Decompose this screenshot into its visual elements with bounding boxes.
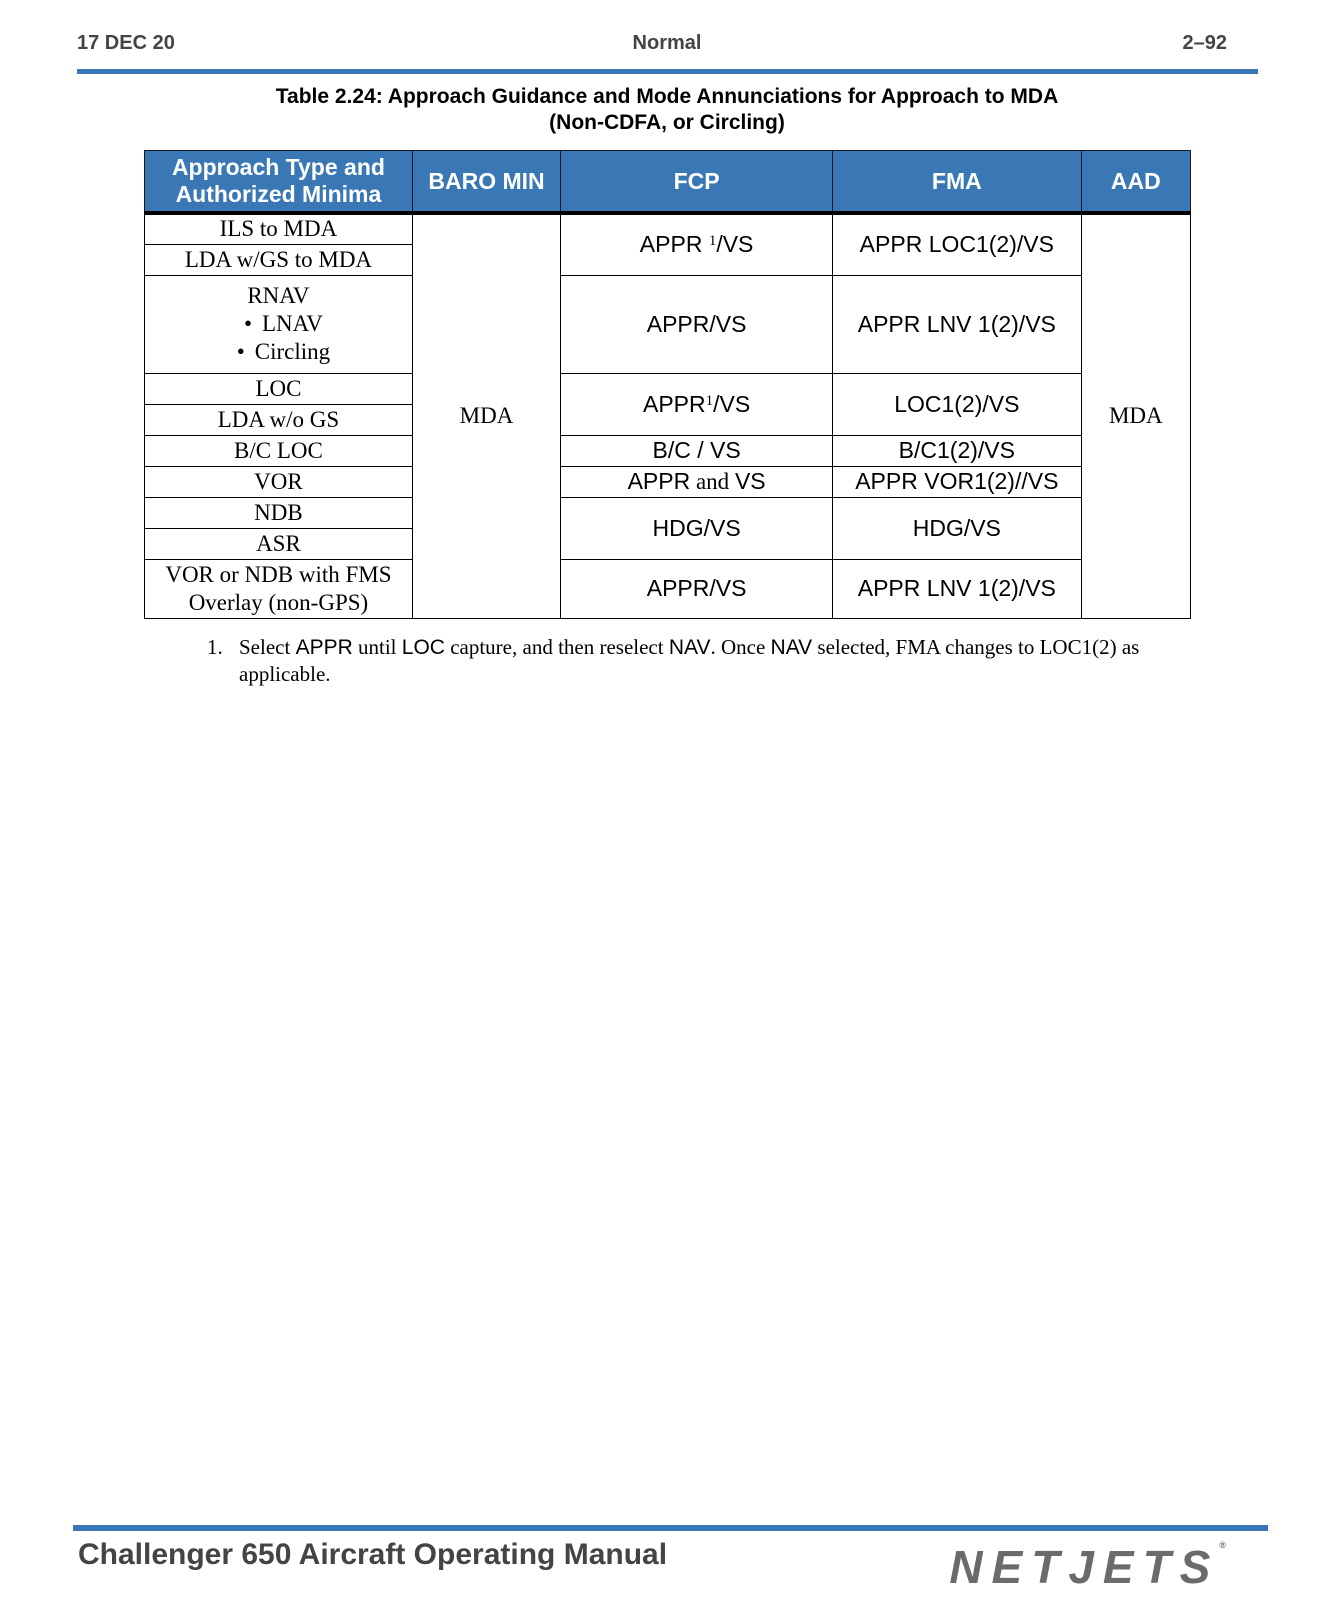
footnote-part: capture, and then reselect bbox=[444, 635, 669, 659]
column-header-aad: AAD bbox=[1081, 151, 1190, 214]
netjets-logo bbox=[949, 1540, 1226, 1594]
table-row bbox=[145, 466, 1191, 497]
fcp-text: /VS bbox=[716, 231, 754, 258]
table-footnote bbox=[207, 634, 1193, 688]
fcp-text: APPR bbox=[643, 390, 706, 417]
footnote-part: until bbox=[352, 635, 402, 659]
fma-cell: LOC1(2)/VS bbox=[833, 373, 1081, 435]
table-header-row bbox=[145, 151, 1191, 214]
column-header-fma: FMA bbox=[833, 151, 1081, 214]
fma-cell: APPR LOC1(2)/VS bbox=[833, 213, 1081, 275]
approach-type-cell: VOR or NDB with FMS Overlay (non-GPS) bbox=[145, 559, 413, 618]
footnote-part: LOC bbox=[401, 636, 445, 659]
fma-cell: APPR VOR1(2)//VS bbox=[833, 466, 1081, 497]
approach-type-cell: ASR bbox=[145, 528, 413, 559]
fcp-cell: APPR/VS bbox=[561, 559, 833, 618]
registered-mark: ® bbox=[1219, 1540, 1226, 1550]
approach-type-cell: LOC bbox=[145, 373, 413, 404]
approach-type-cell: LDA w/GS to MDA bbox=[145, 244, 413, 275]
footnote-part: NAV bbox=[770, 636, 813, 659]
fma-cell: APPR LNV 1(2)/VS bbox=[833, 559, 1081, 618]
fcp-cell bbox=[561, 213, 833, 275]
footnote-part: APPR bbox=[295, 636, 353, 659]
fcp-text: APPR bbox=[627, 468, 691, 494]
fcp-cell: HDG/VS bbox=[561, 497, 833, 559]
footnote-part: Select bbox=[239, 635, 296, 659]
fma-cell: B/C1(2)/VS bbox=[833, 435, 1081, 466]
column-header-baro-min: BARO MIN bbox=[412, 151, 560, 214]
footnote-part: NAV bbox=[668, 636, 711, 659]
fcp-text: /VS bbox=[713, 390, 751, 417]
aad-cell: MDA bbox=[1081, 213, 1190, 618]
table-row bbox=[145, 275, 1191, 373]
bullet-item: • Circling bbox=[236, 339, 331, 364]
header-rule bbox=[77, 69, 1258, 74]
approach-type-cell: ILS to MDA bbox=[145, 213, 413, 244]
caption-line-1: Table 2.24: Approach Guidance and Mode Annunciations for Approach to MDA bbox=[275, 85, 1059, 108]
table-row bbox=[145, 435, 1191, 466]
caption-line-2: (Non-CDFA, or Circling) bbox=[549, 111, 785, 134]
footnote-ref: 1 bbox=[705, 392, 714, 409]
footer-manual-title: Challenger 650 Aircraft Operating Manual bbox=[78, 1538, 668, 1571]
approach-type-cell: LDA w/o GS bbox=[145, 404, 413, 435]
header-page-number: 2–92 bbox=[1182, 32, 1227, 54]
header-date: 17 DEC 20 bbox=[77, 32, 175, 54]
bullet-text: Circling bbox=[254, 339, 331, 364]
fcp-text: and bbox=[690, 469, 735, 494]
baro-min-cell: MDA bbox=[412, 213, 560, 618]
approach-type-cell: VOR bbox=[145, 466, 413, 497]
table-row bbox=[145, 373, 1191, 404]
column-header-approach-type: Approach Type and Authorized Minima bbox=[145, 151, 413, 214]
bullet-item: • LNAV bbox=[243, 311, 323, 336]
approach-type-cell: B/C LOC bbox=[145, 435, 413, 466]
fcp-text: APPR bbox=[639, 231, 709, 258]
fcp-cell bbox=[561, 466, 833, 497]
header-section: Normal bbox=[632, 32, 702, 54]
fcp-cell: APPR/VS bbox=[561, 275, 833, 373]
fcp-cell: B/C / VS bbox=[561, 435, 833, 466]
fma-cell: HDG/VS bbox=[833, 497, 1081, 559]
footnote-part: . Once bbox=[710, 635, 771, 659]
rnav-title: RNAV bbox=[247, 283, 310, 308]
table-row bbox=[145, 213, 1191, 244]
table-caption bbox=[0, 84, 1334, 136]
approach-type-cell: NDB bbox=[145, 497, 413, 528]
fcp-text: VS bbox=[734, 468, 766, 494]
approach-type-cell-rnav bbox=[145, 275, 413, 373]
footer-rule bbox=[73, 1525, 1268, 1531]
bullet-text: LNAV bbox=[261, 311, 323, 336]
logo-wordmark: NETJETS bbox=[949, 1541, 1220, 1593]
column-header-fcp: FCP bbox=[561, 151, 833, 214]
fcp-cell bbox=[561, 373, 833, 435]
footnote-number: 1. bbox=[207, 635, 223, 659]
footnote-ref: 1 bbox=[708, 233, 717, 250]
footnote-part: selected, FMA changes to LOC1(2) as applicable. bbox=[239, 635, 1140, 686]
fma-cell: APPR LNV 1(2)/VS bbox=[833, 275, 1081, 373]
approach-guidance-table bbox=[144, 150, 1191, 619]
footnote-text bbox=[239, 634, 1193, 688]
table-row bbox=[145, 559, 1191, 618]
table-row bbox=[145, 497, 1191, 528]
